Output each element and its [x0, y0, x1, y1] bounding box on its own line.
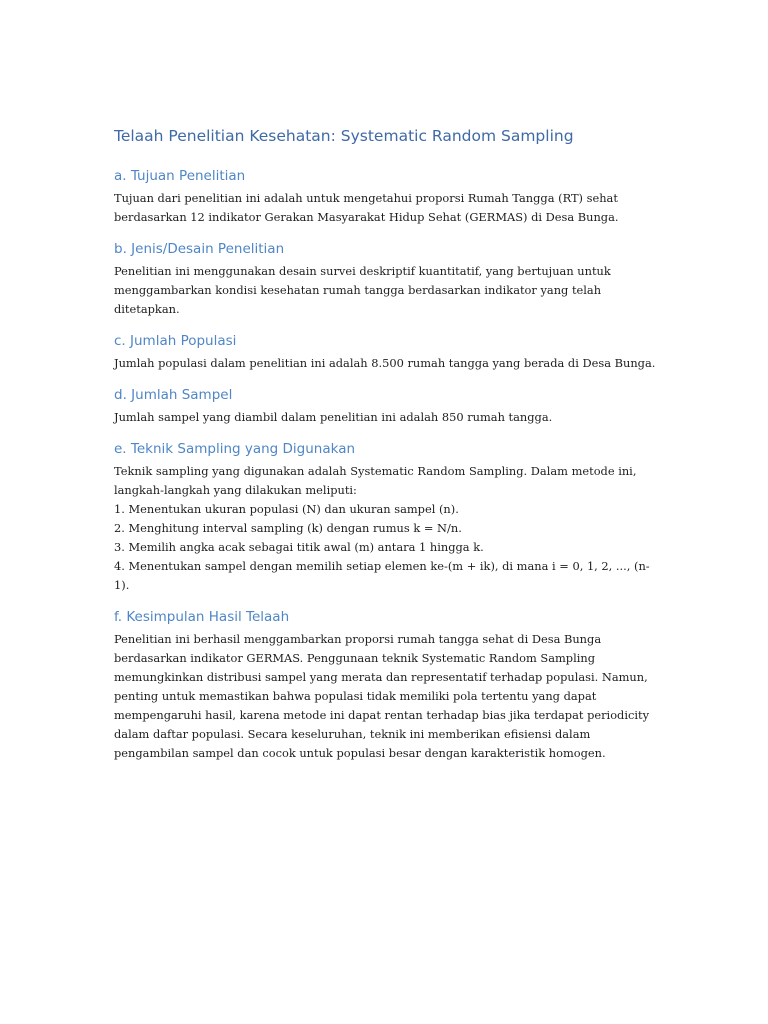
section-heading-kesimpulan: f. Kesimpulan Hasil Telaah [114, 609, 290, 625]
section-tujuan [114, 166, 659, 227]
section-heading-populasi: c. Jumlah Populasi [114, 333, 237, 349]
section-teknik [114, 439, 659, 595]
section-desain [114, 239, 659, 319]
section-heading-desain: b. Jenis/Desain Penelitian [114, 241, 285, 257]
section-body-populasi: Jumlah populasi dalam penelitian ini adalah 8.500 rumah tangga yang berada di Desa Bunga. [114, 356, 656, 370]
sampling-step: 4. Menentukan sampel dengan memilih setiap elemen ke-(m + ik), di mana i = 0, 1, 2, ..., (n-1). [114, 559, 650, 592]
section-body-tujuan: Tujuan dari penelitian ini adalah untuk mengetahui proporsi Rumah Tangga (RT) sehat berdasarkan 12 indikator Gerakan Masyarakat Hidup Sehat (GERMAS) di Desa Bunga. [114, 191, 619, 224]
section-heading-tujuan: a. Tujuan Penelitian [114, 168, 246, 184]
sampling-step: 1. Menentukan ukuran populasi (N) dan ukuran sampel (n). [114, 502, 459, 516]
section-kesimpulan [114, 607, 659, 763]
section-intro-teknik: Teknik sampling yang digunakan adalah Systematic Random Sampling. Dalam metode ini, langkah-langkah yang dilakukan meliputi: [114, 464, 637, 497]
section-heading-sampel: d. Jumlah Sampel [114, 387, 233, 403]
sampling-step: 2. Menghitung interval sampling (k) dengan rumus k = N/n. [114, 521, 462, 535]
sampling-step: 3. Memilih angka acak sebagai titik awal (m) antara 1 hingga k. [114, 540, 484, 554]
section-body-desain: Penelitian ini menggunakan desain survei deskriptif kuantitatif, yang bertujuan untuk menggambarkan kondisi kesehatan rumah tangga berdasarkan indikator yang telah ditetapkan. [114, 264, 611, 316]
section-populasi [114, 331, 659, 373]
section-heading-teknik: e. Teknik Sampling yang Digunakan [114, 441, 356, 457]
document-title: Telaah Penelitian Kesehatan: Systematic Random Sampling [114, 127, 574, 145]
section-body-kesimpulan: Penelitian ini berhasil menggambarkan proporsi rumah tangga sehat di Desa Bunga berdasarkan indikator GERMAS. Penggunaan teknik Systematic Random Sampling memungkinkan distribusi sampel yang merata dan representatif terhadap populasi. Namun, penting untuk memastikan bahwa populasi tidak memiliki pola tertentu yang dapat mempengaruhi hasil, karena metode ini dapat rentan terhadap bias jika terdapat periodicity dalam daftar populasi. Secara keseluruhan, teknik ini memberikan efisiensi dalam pengambilan sampel dan cocok untuk populasi besar dengan karakteristik homogen. [114, 632, 650, 760]
section-sampel [114, 385, 659, 427]
document-page [114, 124, 659, 775]
section-body-sampel: Jumlah sampel yang diambil dalam penelitian ini adalah 850 rumah tangga. [114, 410, 553, 424]
